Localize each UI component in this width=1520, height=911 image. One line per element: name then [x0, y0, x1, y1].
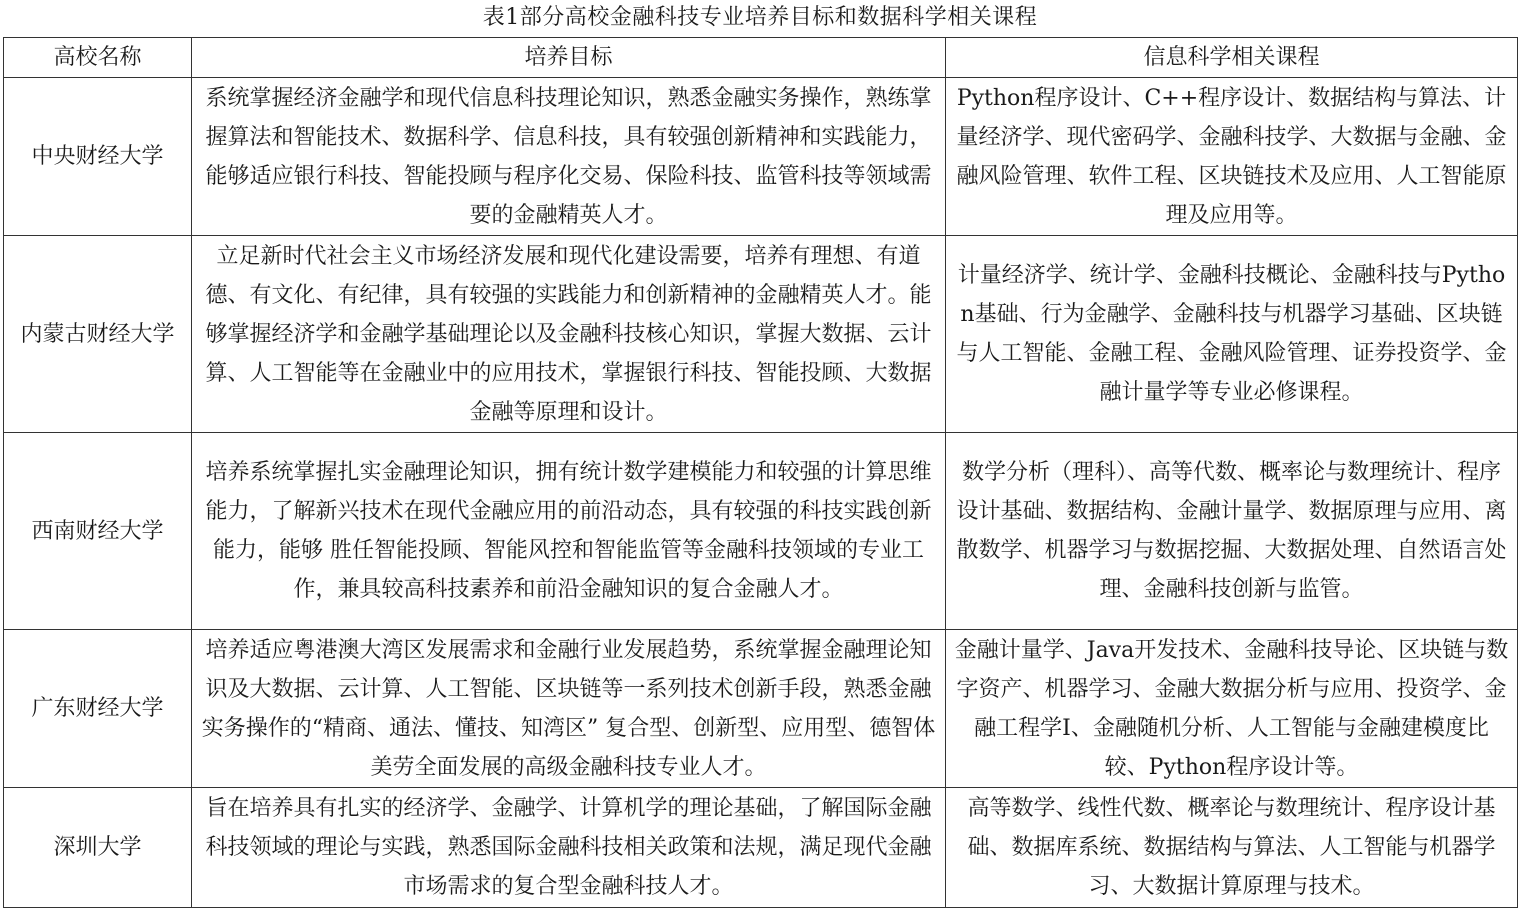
header-courses: 信息科学相关课程 [946, 38, 1518, 78]
training-goal-text: 培养适应粤港澳大湾区发展需求和金融行业发展趋势，系统掌握金融理论知识及大数据、云计算、人工智能、区块链等一系列技术创新手段，熟悉金融实务操作的“精商、通法、懂技、知湾区” 复合型、创新型、应用型、德智体美劳全面发展的高级金融科技专业人才。 [201, 637, 936, 780]
table-row [4, 78, 1518, 236]
training-goal [192, 630, 946, 788]
related-courses [946, 236, 1518, 433]
related-courses [946, 433, 1518, 630]
header-goal: 培养目标 [192, 38, 946, 78]
training-goal-text: 立足新时代社会主义市场经济发展和现代化建设需要，培养有理想、有道德、有文化、有纪律，具有较强的实践能力和创新精神的金融精英人才。能够掌握经济学和金融学基础理论以及金融科技核心知识，掌握大数据、云计算、人工智能等在金融业中的应用技术，掌握银行科技、智能投顾、大数据金融等原理和设计。 [205, 243, 932, 425]
training-goal-text: 培养系统掌握扎实金融理论知识，拥有统计数学建模能力和较强的计算思维能力，了解新兴技术在现代金融应用的前沿动态，具有较强的科技实践创新能力，能够 胜任智能投顾、智能风控和智能监管等金融科技领域的专业工作，兼具较高科技素养和前沿金融知识的复合金融人才。 [205, 460, 932, 602]
training-goal [192, 788, 946, 908]
related-courses [946, 788, 1518, 908]
related-courses [946, 630, 1518, 788]
school-name: 西南财经大学 [4, 433, 192, 630]
training-goal-text: 系统掌握经济金融学和现代信息科技理论知识，熟悉金融实务操作，熟练掌握算法和智能技术、数据科学、信息科技，具有较强创新精神和实践能力，能够适应银行科技、智能投顾与程序化交易、保险科技、监管科技等领域需要的金融精英人才。 [205, 85, 932, 228]
training-goal [192, 78, 946, 236]
related-courses [946, 78, 1518, 236]
related-courses-text: Python程序设计、C++程序设计、数据结构与算法、计量经济学、现代密码学、金融科技学、大数据与金融、金融风险管理、软件工程、区块链技术及应用、人工智能原理及应用等。 [956, 85, 1507, 228]
school-name: 中央财经大学 [4, 78, 192, 236]
related-courses-text: 高等数学、线性代数、概率论与数理统计、程序设计基础、数据库系统、数据结构与算法、人工智能与机器学习、大数据计算原理与技术。 [967, 796, 1496, 899]
related-courses-text: 计量经济学、统计学、金融科技概论、金融科技与Python基础、行为金融学、金融科技与机器学习基础、区块链与人工智能、金融工程、金融风险管理、证券投资学、金融计量学等专业必修课程。 [956, 263, 1507, 405]
table-header-row [4, 38, 1518, 78]
training-goal [192, 433, 946, 630]
training-goal [192, 236, 946, 433]
curriculum-table [3, 37, 1518, 908]
school-name: 广东财经大学 [4, 630, 192, 788]
related-courses-text: 金融计量学、Java开发技术、金融科技导论、区块链与数字资产、机器学习、金融大数据分析与应用、投资学、金融工程学I、金融随机分析、人工智能与金融建模度比较、Python程序设计等。 [954, 637, 1509, 780]
school-name: 内蒙古财经大学 [4, 236, 192, 433]
training-goal-text: 旨在培养具有扎实的经济学、金融学、计算机学的理论基础，了解国际金融科技领域的理论与实践，熟悉国际金融科技相关政策和法规，满足现代金融市场需求的复合型金融科技人才。 [205, 796, 932, 899]
table-row [4, 788, 1518, 908]
table-row [4, 236, 1518, 433]
table-row [4, 433, 1518, 630]
header-school: 高校名称 [4, 38, 192, 78]
school-name: 深圳大学 [4, 788, 192, 908]
table-row [4, 630, 1518, 788]
related-courses-text: 数学分析（理科）、高等代数、概率论与数理统计、程序设计基础、数据结构、金融计量学、数据原理与应用、离散数学、机器学习与数据挖掘、大数据处理、自然语言处理、金融科技创新与监管。 [956, 460, 1507, 602]
table-caption: 表1部分高校金融科技专业培养目标和数据科学相关课程 [482, 5, 1038, 30]
